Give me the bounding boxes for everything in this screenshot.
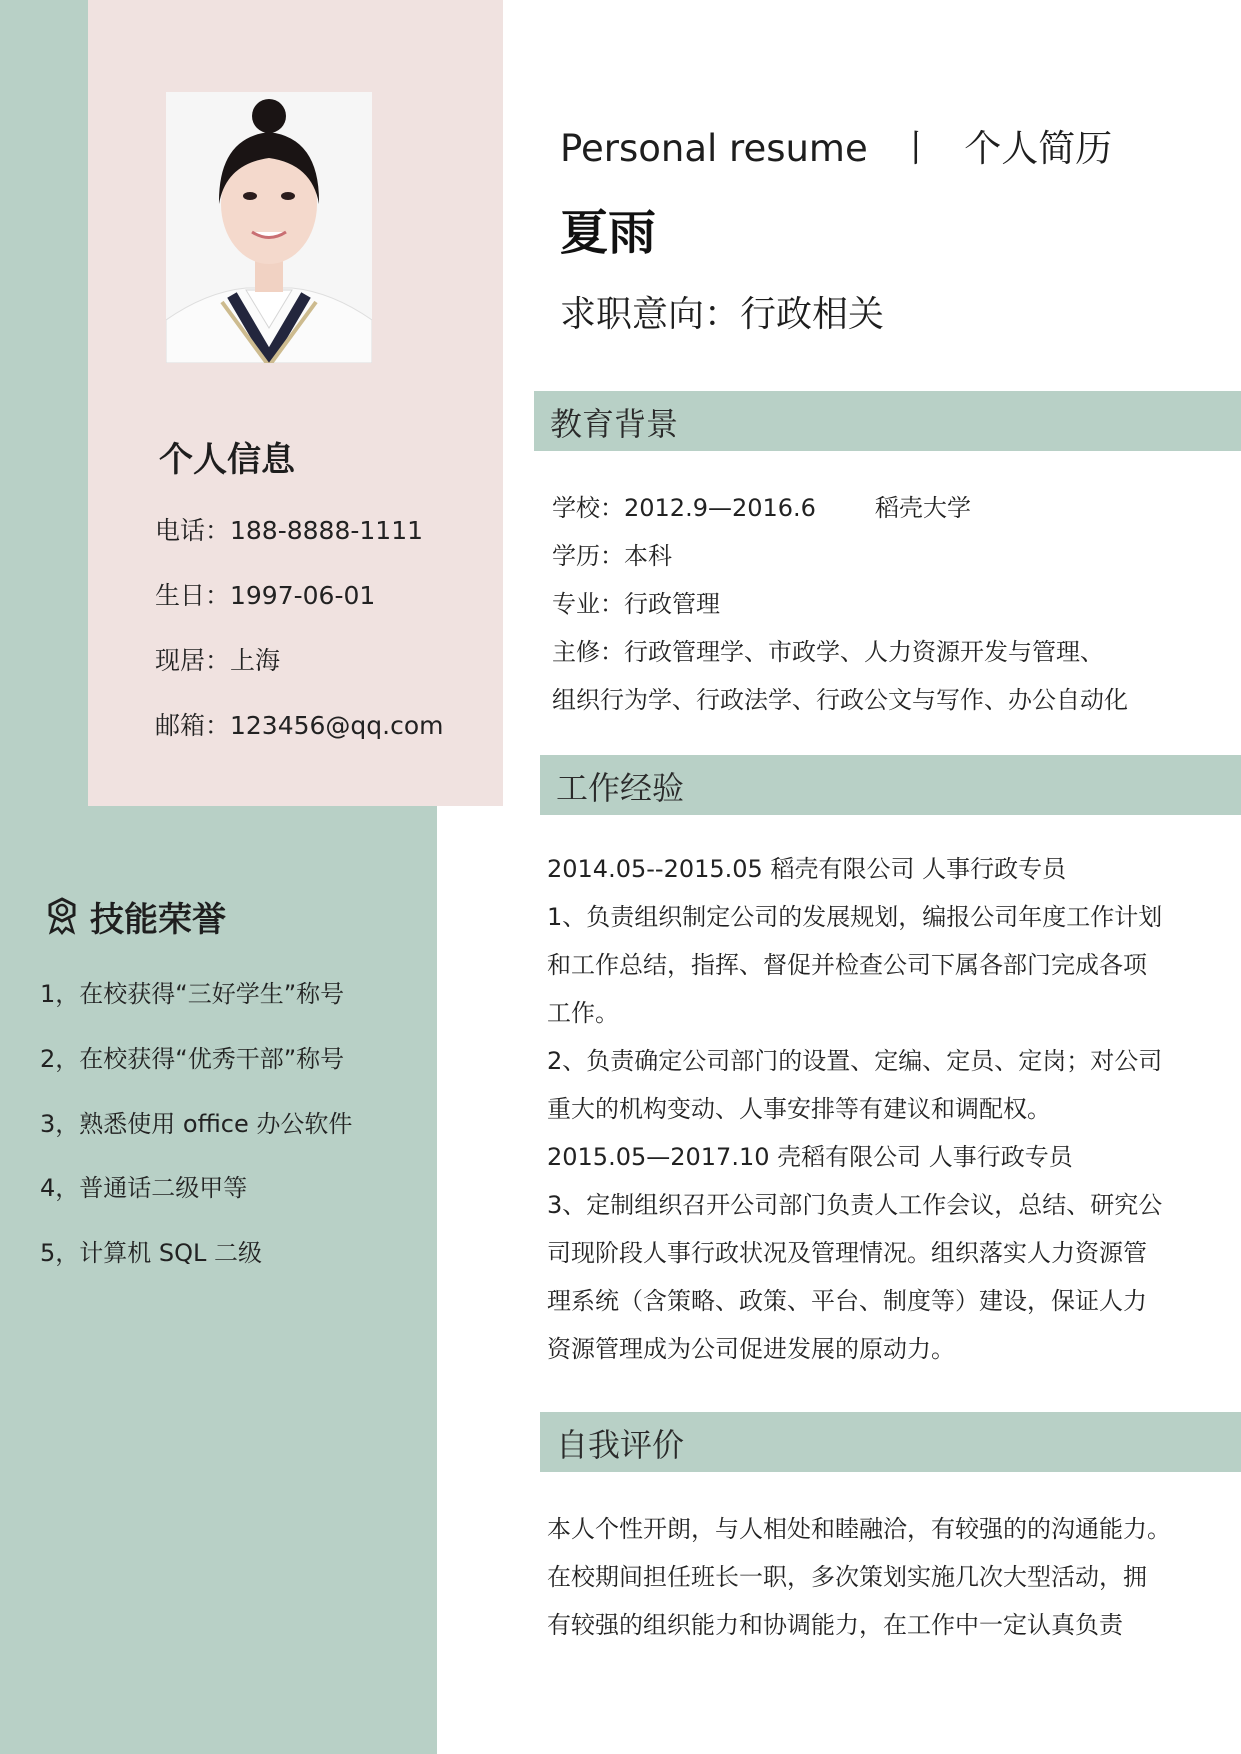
resume-title-cn: 个人简历 — [964, 127, 1113, 170]
work-line: 重大的机构变动、人事安排等有建议和调配权。 — [547, 1095, 1051, 1123]
work-line: 司现阶段人事行政状况及管理情况。组织落实人力资源管 — [547, 1239, 1147, 1267]
candidate-name: 夏雨 — [560, 205, 657, 261]
work-line: 理系统（含策略、政策、平台、制度等）建设，保证人力 — [547, 1287, 1147, 1315]
education-school-name: 稻壳大学 — [875, 494, 971, 522]
work-line: 1、负责组织制定公司的发展规划，编报公司年度工作计划 — [547, 903, 1163, 931]
skill-item: 1，在校获得“三好学生”称号 — [40, 980, 345, 1008]
work-line: 2、负责确定公司部门的设置、定编、定员、定岗；对公司 — [547, 1047, 1163, 1075]
education-line: 专业：行政管理 — [552, 590, 720, 618]
self-eval-line: 在校期间担任班长一职，多次策划实施几次大型活动，拥 — [547, 1563, 1147, 1591]
personal-info-title: 个人信息 — [159, 440, 295, 480]
self-eval-heading — [540, 1412, 1241, 1472]
self-eval-line: 本人个性开朗，与人相处和睦融洽，有较强的的沟通能力。 — [547, 1515, 1171, 1543]
education-line: 组织行为学、行政法学、行政公文与写作、办公自动化 — [552, 686, 1128, 714]
skill-item: 3，熟悉使用 office 办公软件 — [40, 1110, 353, 1138]
work-heading — [540, 755, 1241, 815]
education-line: 主修：行政管理学、市政学、人力资源开发与管理、 — [552, 638, 1104, 666]
work-line: 工作。 — [547, 999, 619, 1027]
email-text: 邮箱：123456@qq.com — [155, 711, 444, 740]
work-line: 资源管理成为公司促进发展的原动力。 — [547, 1335, 955, 1363]
education-school-period: 学校：2012.9—2016.6 — [552, 494, 816, 522]
self-eval-title: 自我评价 — [556, 1426, 685, 1464]
title-separator: 丨 — [897, 127, 935, 170]
work-line: 和工作总结，指挥、督促并检查公司下属各部门完成各项 — [547, 951, 1147, 979]
skills-title: 技能荣誉 — [90, 899, 226, 940]
residence-text: 现居：上海 — [155, 646, 281, 675]
award-badge-icon — [46, 897, 78, 935]
phone-text: 电话：188-8888-1111 — [155, 516, 424, 545]
self-eval-line: 有较强的组织能力和协调能力，在工作中一定认真负责 — [547, 1611, 1123, 1639]
skills-heading — [46, 892, 226, 940]
resume-title — [560, 118, 1112, 172]
work-line: 3、定制组织召开公司部门负责人工作会议，总结、研究公 — [547, 1191, 1163, 1219]
work-title: 工作经验 — [556, 769, 685, 807]
education-heading — [534, 391, 1241, 451]
work-line: 2014.05--2015.05 稻壳有限公司 人事行政专员 — [547, 855, 1067, 883]
education-title: 教育背景 — [550, 405, 679, 443]
skill-item: 2，在校获得“优秀干部”称号 — [40, 1045, 345, 1073]
skill-item: 5，计算机 SQL 二级 — [40, 1239, 263, 1267]
skill-item: 4，普通话二级甲等 — [40, 1174, 248, 1202]
birthday-text: 生日：1997-06-01 — [155, 581, 376, 610]
job-intent: 求职意向：行政相关 — [560, 294, 885, 335]
resume-title-en: Personal resume — [560, 127, 868, 170]
education-line: 学历：本科 — [552, 542, 672, 570]
profile-photo — [166, 92, 372, 363]
work-line: 2015.05—2017.10 壳稻有限公司 人事行政专员 — [547, 1143, 1073, 1171]
